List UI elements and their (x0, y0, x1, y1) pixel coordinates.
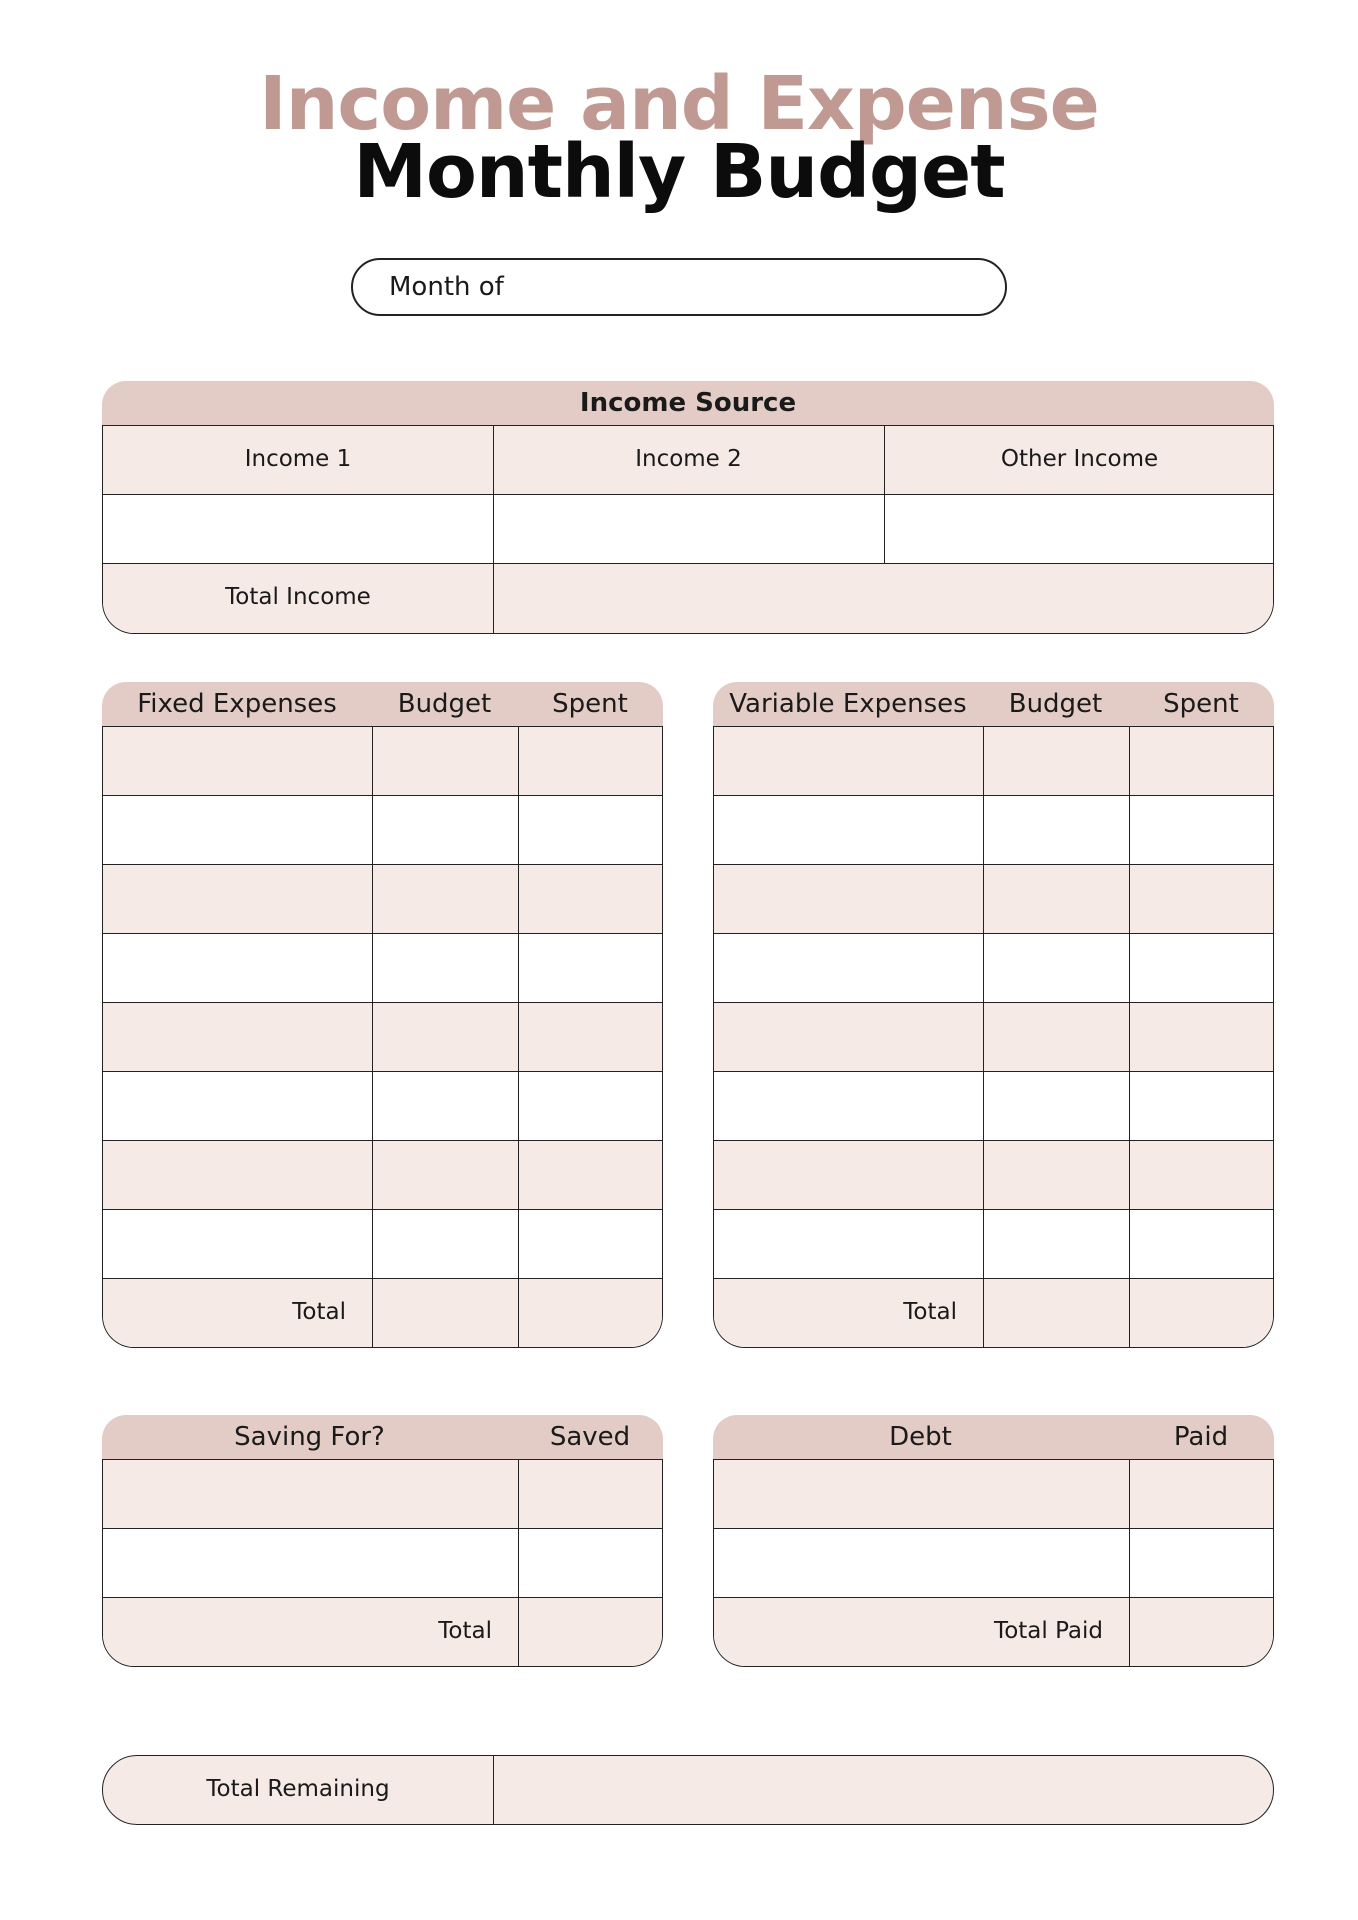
income-1-label: Income 1 (244, 446, 352, 472)
variable-expense-cell-input[interactable] (984, 1141, 1129, 1209)
variable-expense-cell-input[interactable] (984, 934, 1129, 1002)
debt-table (713, 1415, 1274, 1667)
variable-expense-cell-input[interactable] (984, 796, 1129, 864)
fixed-expense-cell-input[interactable] (373, 1141, 518, 1209)
fixed-expense-cell-input[interactable] (104, 1210, 372, 1278)
fixed-expense-row (103, 1002, 662, 1071)
paid-heading: Paid (1173, 1422, 1229, 1452)
variable-expenses-frame (713, 726, 1274, 1348)
fixed-expense-cell-input[interactable] (519, 1072, 663, 1140)
variable-expense-cell-input[interactable] (715, 1072, 983, 1140)
variable-expense-cell-input[interactable] (984, 1072, 1129, 1140)
saving-header (102, 1415, 663, 1459)
variable-expense-cell-input[interactable] (984, 865, 1129, 933)
variable-expense-cell-input[interactable] (715, 727, 983, 795)
month-field[interactable] (351, 258, 1007, 316)
fixed-expense-row (103, 726, 662, 795)
debt-frame (713, 1459, 1274, 1667)
variable-expense-cell-input[interactable] (1130, 796, 1274, 864)
fixed-expense-total-input[interactable] (519, 1279, 663, 1348)
variable-expense-cell-input[interactable] (715, 934, 983, 1002)
income-1-input[interactable] (103, 495, 493, 563)
saving-total-input[interactable] (519, 1598, 663, 1667)
variable-expenses-heading: Variable Expenses (729, 689, 967, 719)
total-income-row (103, 563, 1273, 634)
income-2-input[interactable] (494, 495, 884, 563)
variable-expense-cell-input[interactable] (1130, 1003, 1274, 1071)
saving-total-label: Total (438, 1618, 492, 1644)
fixed-expense-row (103, 1071, 662, 1140)
total-remaining-row (102, 1755, 1274, 1825)
fixed-expense-cell-input[interactable] (373, 865, 518, 933)
income-source-heading: Income Source (579, 388, 797, 418)
fixed-expense-total-row (103, 1278, 662, 1348)
total-remaining-input[interactable] (494, 1756, 1273, 1824)
income-entry-row (103, 494, 1273, 563)
debt-cell-input[interactable] (1130, 1529, 1274, 1597)
debt-heading: Debt (889, 1422, 952, 1452)
variable-expense-row (714, 726, 1273, 795)
fixed-expense-row (103, 1140, 662, 1209)
fixed-expense-cell-input[interactable] (519, 727, 663, 795)
income-column-row (103, 425, 1273, 494)
debt-total-input[interactable] (1130, 1598, 1274, 1667)
variable-expense-cell-input[interactable] (984, 727, 1129, 795)
saving-row (103, 1459, 662, 1528)
variable-expense-total-input[interactable] (984, 1279, 1129, 1348)
variable-expense-row (714, 1002, 1273, 1071)
debt-header (713, 1415, 1274, 1459)
fixed-expense-cell-input[interactable] (104, 1141, 372, 1209)
month-label: Month of (389, 272, 504, 302)
variable-expense-row (714, 1209, 1273, 1278)
saving-for-heading: Saving For? (234, 1422, 385, 1452)
debt-total-row (714, 1597, 1273, 1667)
fixed-spent-heading: Spent (552, 689, 628, 719)
variable-expense-cell-input[interactable] (715, 865, 983, 933)
fixed-expense-cell-input[interactable] (104, 727, 372, 795)
variable-expense-cell-input[interactable] (984, 1003, 1129, 1071)
variable-expense-row (714, 1071, 1273, 1140)
fixed-expenses-heading: Fixed Expenses (137, 689, 337, 719)
fixed-expense-row (103, 795, 662, 864)
variable-expenses-table (713, 682, 1274, 1348)
fixed-expenses-table (102, 682, 663, 1348)
fixed-expense-cell-input[interactable] (373, 1072, 518, 1140)
total-income-label: Total Income (225, 584, 371, 610)
variable-budget-heading: Budget (1008, 689, 1103, 719)
debt-total-label: Total Paid (994, 1618, 1103, 1644)
fixed-expense-cell-input[interactable] (519, 1003, 663, 1071)
fixed-expense-cell-input[interactable] (104, 865, 372, 933)
other-income-label: Other Income (1000, 446, 1159, 472)
fixed-expense-cell-input[interactable] (519, 1210, 663, 1278)
variable-expense-row (714, 933, 1273, 1002)
fixed-expense-cell-input[interactable] (104, 1003, 372, 1071)
variable-expense-total-label: Total (903, 1299, 957, 1325)
total-remaining-label: Total Remaining (206, 1776, 390, 1802)
variable-expense-total-row (714, 1278, 1273, 1348)
fixed-expense-cell-input[interactable] (373, 727, 518, 795)
fixed-expense-cell-input[interactable] (373, 796, 518, 864)
fixed-budget-heading: Budget (397, 689, 492, 719)
fixed-expense-cell-input[interactable] (373, 934, 518, 1002)
income-frame (102, 425, 1274, 634)
fixed-expense-row (103, 864, 662, 933)
fixed-expense-cell-input[interactable] (104, 796, 372, 864)
title-line-2: Monthly Budget (353, 129, 1005, 215)
variable-expense-cell-input[interactable] (715, 1003, 983, 1071)
variable-expense-cell-input[interactable] (715, 1141, 983, 1209)
fixed-expense-cell-input[interactable] (519, 865, 663, 933)
saved-heading: Saved (549, 1422, 631, 1452)
saving-cell-input[interactable] (104, 1529, 518, 1597)
debt-row (714, 1459, 1273, 1528)
fixed-expense-cell-input[interactable] (373, 1210, 518, 1278)
variable-expense-row (714, 864, 1273, 933)
variable-expense-cell-input[interactable] (1130, 1072, 1274, 1140)
fixed-expense-cell-input[interactable] (519, 796, 663, 864)
variable-expense-cell-input[interactable] (1130, 1141, 1274, 1209)
fixed-expense-cell-input[interactable] (519, 934, 663, 1002)
variable-expense-cell-input[interactable] (1130, 865, 1274, 933)
fixed-expenses-header (102, 682, 663, 726)
fixed-expenses-frame (102, 726, 663, 1348)
income-header (102, 381, 1274, 425)
other-income-input[interactable] (885, 495, 1273, 563)
variable-expenses-header (713, 682, 1274, 726)
saving-cell-input[interactable] (519, 1529, 663, 1597)
fixed-expense-row (103, 1209, 662, 1278)
variable-expense-cell-input[interactable] (1130, 727, 1274, 795)
fixed-expense-cell-input[interactable] (519, 1141, 663, 1209)
variable-expense-cell-input[interactable] (715, 796, 983, 864)
saving-table (102, 1415, 663, 1667)
debt-cell-input[interactable] (1130, 1460, 1274, 1528)
saving-total-row (103, 1597, 662, 1667)
saving-frame (102, 1459, 663, 1667)
fixed-expense-cell-input[interactable] (104, 1072, 372, 1140)
saving-cell-input[interactable] (104, 1460, 518, 1528)
variable-expense-cell-input[interactable] (1130, 1210, 1274, 1278)
variable-expense-cell-input[interactable] (984, 1210, 1129, 1278)
variable-spent-heading: Spent (1163, 689, 1239, 719)
saving-row (103, 1528, 662, 1597)
title-line-1: Income and Expense (259, 61, 1099, 147)
income-table (102, 381, 1274, 634)
fixed-expense-cell-input[interactable] (373, 1003, 518, 1071)
fixed-expense-total-input[interactable] (373, 1279, 518, 1348)
saving-cell-input[interactable] (519, 1460, 663, 1528)
fixed-expense-row (103, 933, 662, 1002)
variable-expense-total-input[interactable] (1130, 1279, 1274, 1348)
income-2-label: Income 2 (635, 446, 742, 472)
fixed-expense-cell-input[interactable] (104, 934, 372, 1002)
variable-expense-row (714, 795, 1273, 864)
total-income-input[interactable] (494, 564, 1273, 634)
variable-expense-cell-input[interactable] (715, 1210, 983, 1278)
variable-expense-row (714, 1140, 1273, 1209)
fixed-expense-total-label: Total (292, 1299, 346, 1325)
debt-cell-input[interactable] (715, 1460, 1129, 1528)
debt-cell-input[interactable] (715, 1529, 1129, 1597)
variable-expense-cell-input[interactable] (1130, 934, 1274, 1002)
debt-row (714, 1528, 1273, 1597)
